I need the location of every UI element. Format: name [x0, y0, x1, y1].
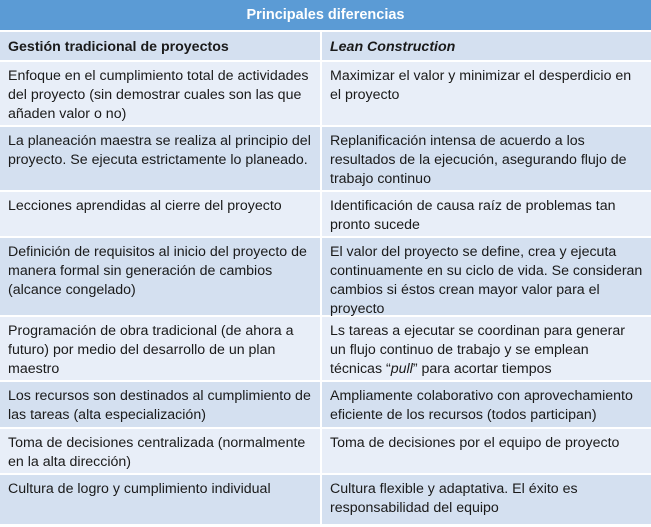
- cell-traditional: Definición de requisitos al inicio del proyecto de manera formal sin generación de cambios (alcance congelado): [0, 238, 320, 315]
- table-row: [0, 382, 651, 427]
- cell-lean: Cultura flexible y adaptativa. El éxito es responsabilidad del equipo: [322, 475, 651, 524]
- cell-traditional: Lecciones aprendidas al cierre del proyecto: [0, 192, 320, 236]
- cell-lean: Toma de decisiones por el equipo de proyecto: [322, 429, 651, 473]
- cell-lean: [322, 317, 651, 380]
- header-traditional: Gestión tradicional de proyectos: [0, 32, 320, 60]
- cell-traditional: Programación de obra tradicional (de ahora a futuro) por medio del desarrollo de un plan maestro: [0, 317, 320, 380]
- cell-lean-suffix: ” para acortar tiempos: [412, 361, 552, 377]
- header-row: [0, 32, 651, 60]
- table-row: [0, 62, 651, 125]
- cell-traditional: Enfoque en el cumplimiento total de actividades del proyecto (sin demostrar cuales son las que añaden valor o no): [0, 62, 320, 125]
- cell-lean-italic: pull: [390, 361, 413, 377]
- table-row: [0, 429, 651, 473]
- cell-traditional: Cultura de logro y cumplimiento individual: [0, 475, 320, 524]
- table-title: Principales diferencias: [0, 0, 651, 30]
- cell-lean: Ampliamente colaborativo con aprovechamiento eficiente de los recursos (todos participan): [322, 382, 651, 427]
- table-row: [0, 317, 651, 380]
- table-row: [0, 127, 651, 190]
- cell-traditional: Los recursos son destinados al cumplimiento de las tareas (alta especialización): [0, 382, 320, 427]
- cell-traditional: La planeación maestra se realiza al principio del proyecto. Se ejecuta estrictamente lo planeado.: [0, 127, 320, 190]
- cell-lean-prefix: Ls tareas a ejecutar se coordinan para generar un flujo continuo de trabajo y se emplean técnicas “: [330, 323, 625, 377]
- cell-lean: El valor del proyecto se define, crea y ejecuta continuamente en su ciclo de vida. Se consideran cambios si éstos crean mayor valor para el proyecto: [322, 238, 651, 315]
- cell-lean: Maximizar el valor y minimizar el desperdicio en el proyecto: [322, 62, 651, 125]
- cell-lean: Identificación de causa raíz de problemas tan pronto sucede: [322, 192, 651, 236]
- cell-lean: Replanificación intensa de acuerdo a los resultados de la ejecución, asegurando flujo de trabajo continuo: [322, 127, 651, 190]
- table-row: [0, 238, 651, 315]
- header-lean: Lean Construction: [322, 32, 651, 60]
- table-row: [0, 192, 651, 236]
- cell-traditional: Toma de decisiones centralizada (normalmente en la alta dirección): [0, 429, 320, 473]
- table-row: [0, 475, 651, 524]
